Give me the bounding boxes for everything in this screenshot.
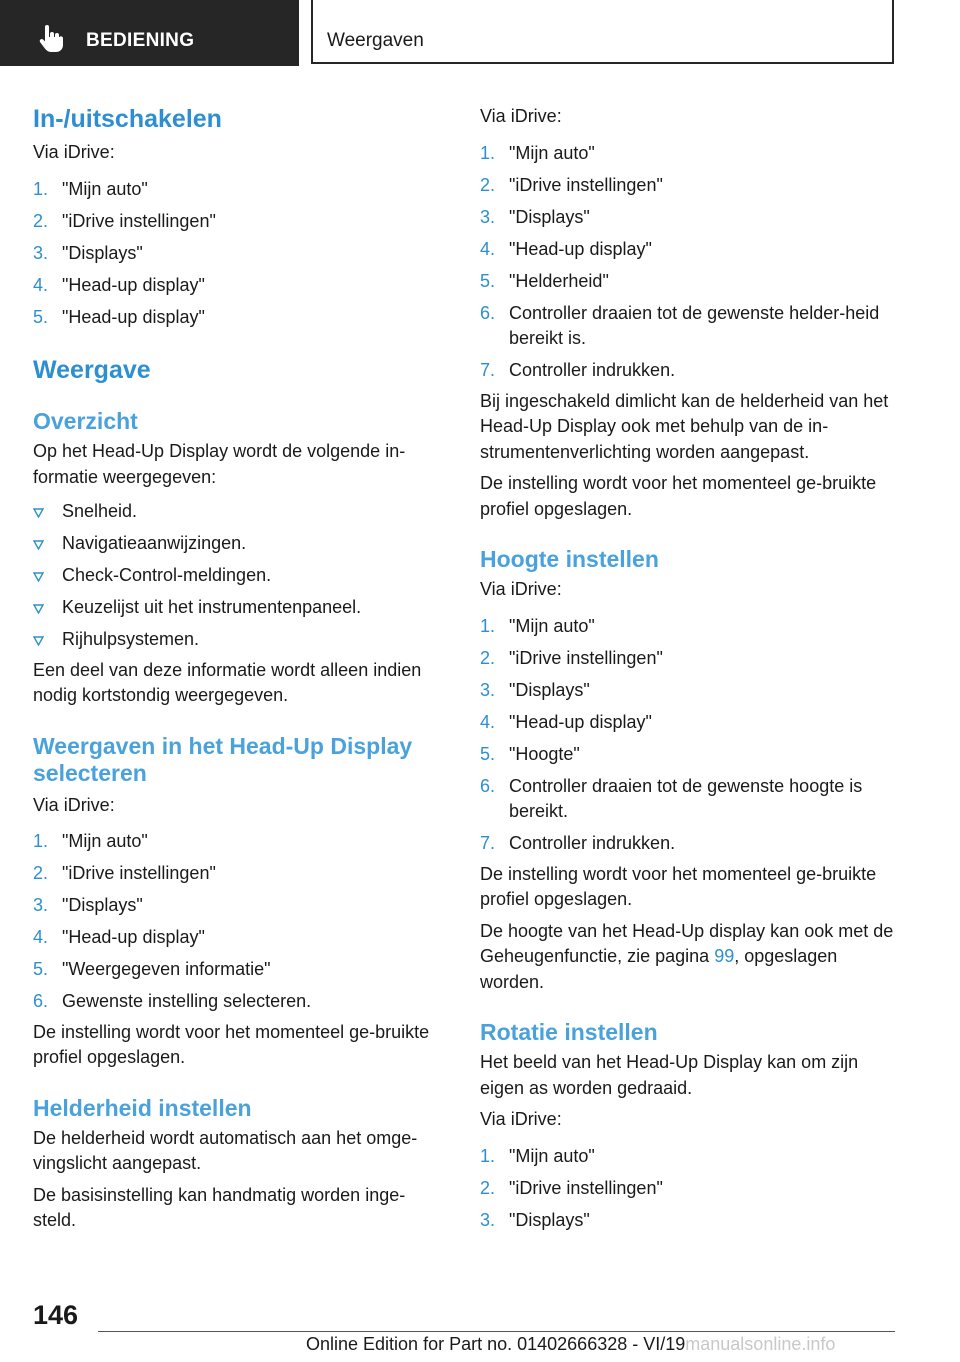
rotation-steps — [480, 1144, 895, 1234]
list-item: 5. "Hoogte" — [480, 743, 580, 764]
overview-note: Een deel van deze informatie wordt alleen indien nodig kortstondig weergegeven. — [33, 659, 422, 705]
list-item: 4. "Head-up display" — [33, 927, 205, 947]
triangle-bullet-icon — [33, 595, 62, 621]
hand-pointer-icon — [38, 25, 64, 53]
triangle-bullet-icon — [33, 531, 62, 557]
onoff-steps — [33, 177, 443, 331]
list-item: 4. "Head-up display" — [480, 711, 652, 732]
list-item: 5. "Head-up display" — [33, 306, 205, 327]
brightness-note-1: Bij ingeschakeld dimlicht kan de helderheid van het Head-Up Display ook met behulp van de in-strumentenverlichting worden aangepast. — [480, 390, 889, 462]
chapter-box — [311, 0, 894, 64]
brightness-intro: Via iDrive: — [480, 106, 562, 126]
brightness-text-2: De basisinstelling kan handmatig worden inge-steld. — [33, 1184, 406, 1230]
list-item: 2. "iDrive instellingen" — [33, 210, 216, 231]
list-item: 3. "Displays" — [480, 1209, 590, 1230]
select-intro: Via iDrive: — [33, 794, 115, 815]
list-item: 2. "iDrive instellingen" — [480, 1177, 663, 1198]
footer-divider — [98, 1331, 895, 1332]
list-item: 1. "Mijn auto" — [480, 142, 595, 163]
chapter-label: Weergaven — [327, 30, 424, 51]
brightness-text-1: De helderheid wordt automatisch aan het omge-vingslicht aangepast. — [33, 1127, 418, 1173]
list-item: Keuzelijst uit het instrumentenpaneel. — [33, 595, 443, 621]
page-header — [0, 0, 960, 66]
onoff-intro: Via iDrive: — [33, 142, 115, 162]
heading-select: Weergaven in het Head-Up Display selecteren — [33, 732, 413, 786]
heading-rotation: Rotatie instellen — [480, 1019, 658, 1045]
heading-height: Hoogte instellen — [480, 546, 659, 572]
list-item: 5. "Weergegeven informatie" — [33, 959, 271, 979]
list-item: 7. Controller indrukken. — [480, 360, 676, 380]
list-item: 2. "iDrive instellingen" — [480, 647, 663, 668]
height-note-1: De instelling wordt voor het momenteel ge-bruikte profiel opgeslagen. — [480, 863, 877, 909]
list-item: 6. Controller draaien tot de gewenste hoogte is bereikt. — [480, 775, 863, 821]
page-number: 146 — [33, 1300, 79, 1330]
list-item: 2. "iDrive instellingen" — [33, 863, 216, 883]
page-reference-link[interactable]: 99 — [714, 946, 735, 966]
footer-edition: Online Edition for Part no. 01402666328 - VI/19manualsonline.info — [306, 1334, 836, 1354]
height-note-2: De hoogte van het Head-Up display kan ook met de Geheugenfunctie, zie pagina 99, opgeslagen worden. — [480, 920, 894, 992]
triangle-bullet-icon — [33, 499, 62, 525]
heading-display: Weergave — [33, 356, 151, 384]
section-label: BEDIENING — [86, 30, 195, 51]
triangle-bullet-icon — [33, 563, 62, 589]
select-note: De instelling wordt voor het momenteel ge-bruikte profiel opgeslagen. — [33, 1021, 430, 1067]
rotation-text: Het beeld van het Head-Up Display kan om zijn eigen as worden gedraaid. — [480, 1052, 859, 1098]
list-item: 3. "Displays" — [33, 242, 143, 263]
left-column — [33, 100, 443, 1234]
list-item: Navigatieaanwijzingen. — [33, 531, 443, 557]
select-steps — [33, 829, 443, 1015]
overview-text: Op het Head-Up Display wordt de volgende in-formatie weergegeven: — [33, 441, 406, 487]
section-tab — [0, 0, 299, 66]
heading-on-off: In-/uitschakelen — [33, 105, 222, 133]
overview-bullets — [33, 499, 443, 653]
list-item: 1. "Mijn auto" — [480, 1145, 595, 1166]
watermark: manualsonline.info — [685, 1334, 836, 1354]
brightness-steps — [480, 141, 895, 384]
triangle-bullet-icon — [33, 627, 62, 653]
heading-overview: Overzicht — [33, 408, 138, 434]
list-item: 6. Gewenste instelling selecteren. — [33, 991, 312, 1011]
list-item: 3. "Displays" — [480, 206, 590, 227]
list-item: 4. "Head-up display" — [480, 238, 652, 259]
brightness-note-2: De instelling wordt voor het momenteel ge-bruikte profiel opgeslagen. — [480, 473, 877, 519]
height-intro: Via iDrive: — [480, 579, 562, 599]
list-item: 1. "Mijn auto" — [33, 178, 148, 199]
height-steps — [480, 614, 895, 857]
list-item: 3. "Displays" — [33, 895, 143, 915]
right-column — [480, 100, 895, 1233]
list-item: Check-Control-meldingen. — [33, 563, 443, 589]
list-item: Snelheid. — [33, 499, 443, 525]
list-item: Rijhulpsystemen. — [33, 627, 443, 653]
list-item: 6. Controller draaien tot de gewenste helder-heid bereikt is. — [480, 302, 880, 348]
list-item: 7. Controller indrukken. — [480, 833, 676, 853]
list-item: 5. "Helderheid" — [480, 270, 609, 291]
rotation-intro: Via iDrive: — [480, 1109, 562, 1129]
heading-brightness: Helderheid instellen — [33, 1094, 252, 1121]
list-item: 4. "Head-up display" — [33, 274, 205, 295]
list-item: 1. "Mijn auto" — [480, 615, 595, 636]
list-item: 3. "Displays" — [480, 679, 590, 700]
list-item: 1. "Mijn auto" — [33, 831, 148, 851]
list-item: 2. "iDrive instellingen" — [480, 174, 663, 195]
